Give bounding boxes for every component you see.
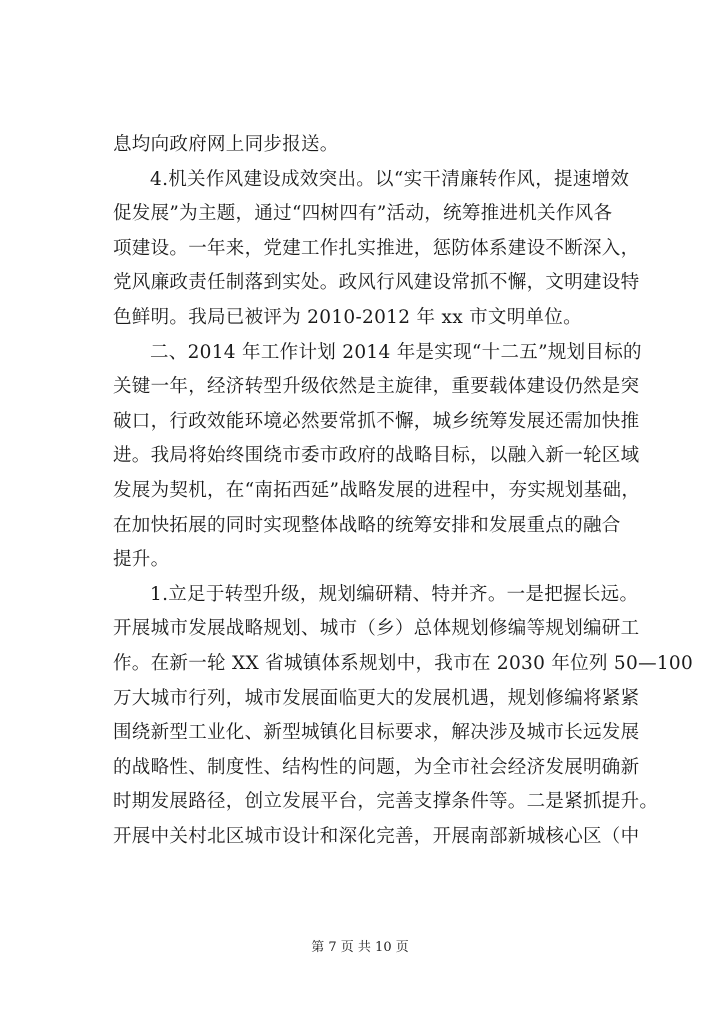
text-line: 促发展”为主题，通过“四树四有”活动，统筹推进机关作风各 [113, 203, 613, 225]
text-line: 围绕新型工业化、新型城镇化目标要求，解决涉及城市长远发展 [113, 722, 640, 744]
text-line: 万大城市行列，城市发展面临更大的发展机遇，规划修编将紧紧 [113, 687, 640, 709]
text-line: 开展城市发展战略规划、城市（乡）总体规划修编等规划编研工 [113, 618, 640, 640]
text-line: 作。在新一轮 XX 省城镇体系规划中，我市在 2030 年位列 50—100 [113, 652, 694, 674]
text-line: 在加快拓展的同时实现整体战略的统筹安排和发展重点的融合 [113, 514, 621, 536]
text-line: 1.立足于转型升级，规划编研精、特并齐。一是把握长远。 [150, 583, 639, 605]
text-line: 色鲜明。我局已被评为 2010-2012 年 xx 市文明单位。 [113, 306, 582, 328]
text-line: 息均向政府网上同步报送。 [113, 134, 339, 155]
text-line: 二、2014 年工作计划 2014 年是实现“十二五”规划目标的 [150, 341, 642, 363]
text-line: 4.机关作风建设成效突出。以“实干清廉转作风，提速增效 [150, 168, 630, 190]
text-line: 关键一年，经济转型升级依然是主旋律，重要载体建设仍然是突 [113, 376, 640, 398]
text-line: 的战略性、制度性、结构性的问题，为全市社会经济发展明确新 [113, 756, 640, 778]
document-body [113, 128, 694, 854]
text-line: 进。我局将始终围绕市委市政府的战略目标，以融入新一轮区域 [113, 445, 640, 467]
text-line: 开展中关村北区城市设计和深化完善，开展南部新城核心区（中 [113, 825, 640, 847]
text-line: 破口，行政效能环境必然要常抓不懈，城乡统筹发展还需加快推 [113, 410, 640, 432]
text-line: 党风廉政责任制落到实处。政风行风建设常抓不懈，文明建设特 [113, 272, 640, 294]
text-line: 发展为契机，在“南拓西延”战略发展的进程中，夯实规划基础， [113, 479, 641, 501]
page-footer: 第 7 页 共 10 页 [311, 940, 409, 955]
text-line: 提升。 [113, 549, 170, 571]
text-line: 时期发展路径，创立发展平台，完善支撑条件等。二是紧抓提升。 [113, 791, 659, 813]
text-line: 项建设。一年来，党建工作扎实推进，惩防体系建设不断深入， [113, 237, 640, 259]
